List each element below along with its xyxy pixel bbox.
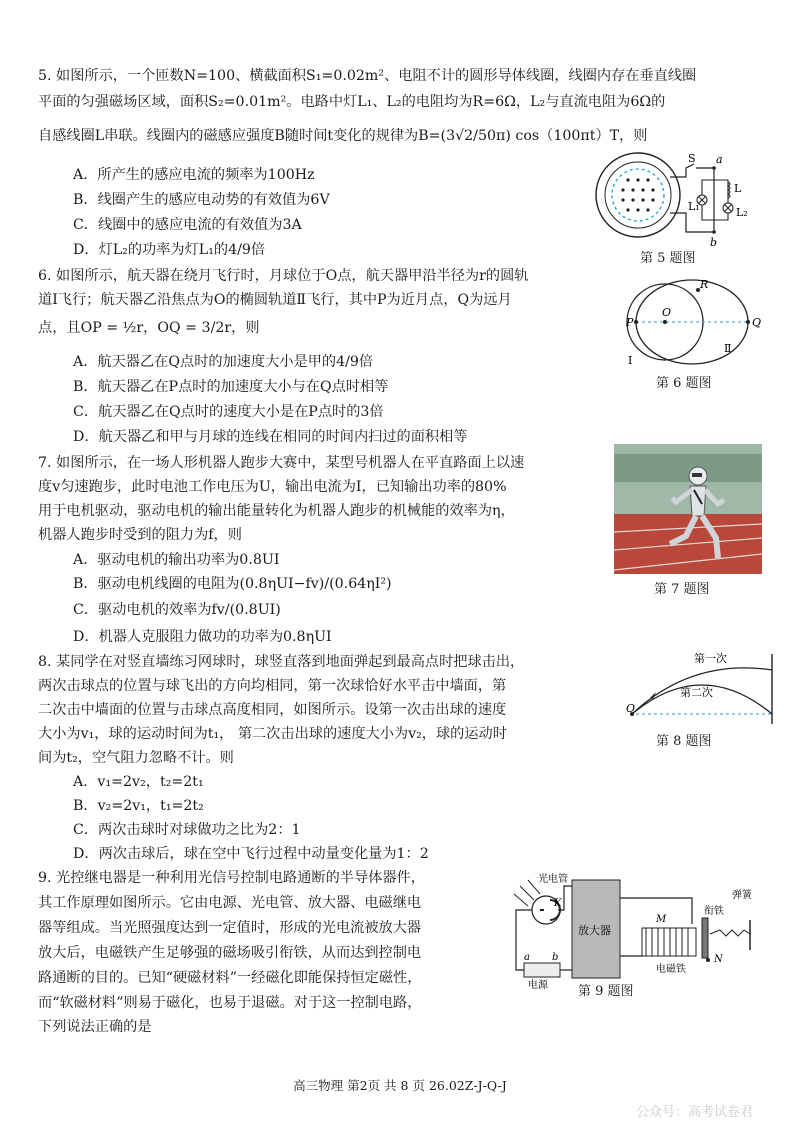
line-q6-2: 道Ⅰ飞行；航天器乙沿焦点为O的椭圆轨道Ⅱ飞行，其中P为近月点，Q为远月 — [38, 292, 512, 308]
label-phototube: 光电管 — [538, 874, 568, 885]
caption-fig7: 第 7 题图 — [654, 582, 710, 597]
label-p: P — [626, 316, 634, 329]
line-q7-c: C．驱动电机的效率为fv/(0.8UI) — [73, 602, 281, 618]
label-ii: Ⅱ — [724, 342, 732, 355]
line-q6-a: A．航天器乙在Q点时的加速度大小是甲的4/9倍 — [73, 354, 374, 370]
label-l2: L₂ — [736, 206, 748, 219]
label-n: N — [714, 954, 723, 965]
caption-fig8: 第 8 题图 — [656, 734, 712, 749]
line-q7-3: 用于电机驱动，驱动电机的输出能量转化为机器人跑步的机械能的效率为η， — [38, 503, 515, 519]
field-region — [612, 169, 664, 221]
line-q8-4: 大小为v₁，球的运动时间为t₁， 第二次击出球的速度大小为v₂，球的运动时 — [38, 726, 507, 742]
label-a: a — [716, 153, 723, 166]
label-s: S — [688, 152, 696, 165]
line-q8-c: C．两次击球时对球做功之比为2：1 — [73, 822, 301, 838]
label-k: K — [554, 898, 562, 909]
line-q7-a: A．驱动电机的输出功率为0.8UI — [73, 552, 280, 568]
figure-7-robot-photo — [614, 444, 762, 574]
label-spring: 弹簧 — [732, 890, 752, 901]
line-q8-b: B．v₂=2v₁，t₁=2t₂ — [73, 798, 204, 814]
label-armature: 衔铁 — [704, 906, 724, 917]
line-q7-4: 机器人跑步时受到的阻力为f，则 — [38, 527, 242, 543]
label-l: L — [734, 182, 742, 195]
line-q6-c: C．航天器乙在Q点时的速度大小是在P点时的3倍 — [73, 404, 384, 420]
line-q5-b: B．线圈产生的感应电动势的有效值为6V — [73, 192, 330, 208]
label-q: Q — [752, 316, 762, 329]
label-l1: L₁ — [688, 200, 700, 213]
line-q6-1: 6. 如图所示，航天器在绕月飞行时，月球位于O点，航天器甲沿半径为r的圆轨 — [38, 268, 529, 284]
line-q8-a: A．v₁=2v₂，t₂=2t₁ — [73, 774, 204, 790]
figure-6-orbits — [618, 276, 768, 376]
line-q6-b: B．航天器乙在P点时的加速度大小与在Q点时相等 — [73, 379, 389, 395]
line-q6-d: D．航天器乙和甲与月球的连线在相同的时间内扫过的面积相等 — [73, 429, 468, 445]
label-o: O — [662, 306, 672, 319]
watermark: 公众号：高考试卷君 — [636, 1105, 754, 1120]
label-second: 第二次 — [680, 686, 713, 699]
power-source — [524, 963, 560, 977]
line-q9-6: 而“软磁材料”则易于磁化，也易于退磁。对于这一控制电路， — [38, 995, 422, 1011]
caption-fig9: 第 9 题图 — [578, 984, 634, 999]
label-i: Ⅰ — [628, 354, 633, 367]
line-q5-d: D．灯L₂的功率为灯L₁的4/9倍 — [73, 242, 266, 258]
figure-8-trajectories — [622, 648, 782, 728]
line-q8-2: 两次击球点的位置与球飞出的方向均相同，第一次球恰好水平击中墙面，第 — [38, 678, 507, 694]
line-q9-2: 其工作原理如图所示。它由电源、光电管、放大器、电磁继电 — [38, 895, 422, 911]
line-q9-5: 路通断的目的。已知“硬磁材料”一经磁化即能保持恒定磁性， — [38, 970, 422, 986]
label-amp: 放大器 — [578, 924, 611, 937]
figure-5-coil-circuit — [590, 150, 770, 255]
line-q9-7: 下列说法正确的是 — [38, 1019, 152, 1035]
line-q7-d: D．机器人克服阻力做功的功率为0.8ηUI — [73, 629, 332, 645]
label-o: O — [626, 702, 636, 715]
caption-fig5: 第 5 题图 — [640, 251, 696, 266]
line-q5-c: C．线圈中的感应电流的有效值为3A — [73, 217, 302, 233]
label-b: b — [552, 952, 559, 963]
label-power: 电源 — [528, 980, 548, 990]
label-b: b — [710, 236, 718, 249]
coil-inner — [605, 162, 671, 228]
figure-9-photo-relay — [506, 872, 768, 990]
field-dots — [621, 178, 654, 211]
label-a: a — [524, 952, 530, 963]
line-q5-3: 自感线圈L串联。线圈内的磁感应强度B随时间t变化的规律为B=(3√2/50π) cos（100πt）T，则 — [38, 128, 648, 144]
line-q8-1: 8. 某同学在对竖直墙练习网球时，球竖直落到地面弹起到最高点时把球击出， — [38, 654, 525, 670]
label-m: M — [656, 914, 667, 925]
page-footer: 高三物理 第2页 共 8 页 26.02Z-J-Q-J — [293, 1078, 507, 1093]
line-q5-a: A．所产生的感应电流的频率为100Hz — [73, 167, 315, 183]
line-q9-1: 9. 光控继电器是一种利用光信号控制电路通断的半导体器件， — [38, 870, 425, 886]
label-magnet: 电磁铁 — [656, 964, 686, 975]
line-q7-b: B．驱动电机线圈的电阻为(0.8ηUI−fv)/(0.64ηI²) — [73, 576, 392, 592]
line-q5-2: 平面的匀强磁场区域，面积S₂=0.01m²。电路中灯L₁、L₂的电阻均为R=6Ω，L₂与直流电阻为6Ω的 — [38, 94, 666, 110]
coil-outer — [596, 153, 680, 237]
line-q6-3: 点，且OP = ½r，OQ = 3/2r，则 — [38, 320, 260, 336]
line-q8-d: D．两次击球后，球在空中飞行过程中动量变化量为1：2 — [73, 846, 429, 862]
label-first: 第一次 — [694, 652, 727, 665]
caption-fig6: 第 6 题图 — [656, 376, 712, 391]
line-q7-2: 度v匀速跑步，此时电池工作电压为U，输出电流为I，已知输出功率的80% — [38, 479, 507, 495]
label-r: R — [700, 278, 709, 291]
line-q9-3: 器等组成。当光照强度达到一定值时，形成的光电流被放大器 — [38, 920, 422, 936]
line-q8-3: 二次击中墙面的位置与击球点高度相同，如图所示。设第一次击出球的速度 — [38, 702, 507, 718]
line-q7-1: 7. 如图所示，在一场人形机器人跑步大赛中，某型号机器人在平直路面上以速 — [38, 455, 525, 471]
line-q5-1: 5. 如图所示，一个匝数N=100、横截面积S₁=0.02m²、电阻不计的圆形导体线圈，线圈内存在垂直线圈 — [38, 68, 697, 84]
line-q9-4: 放大后，电磁铁产生足够强的磁场吸引衔铁，从而达到控制电 — [38, 945, 422, 961]
line-q8-5: 间为t₂，空气阻力忽略不计。则 — [38, 750, 234, 766]
